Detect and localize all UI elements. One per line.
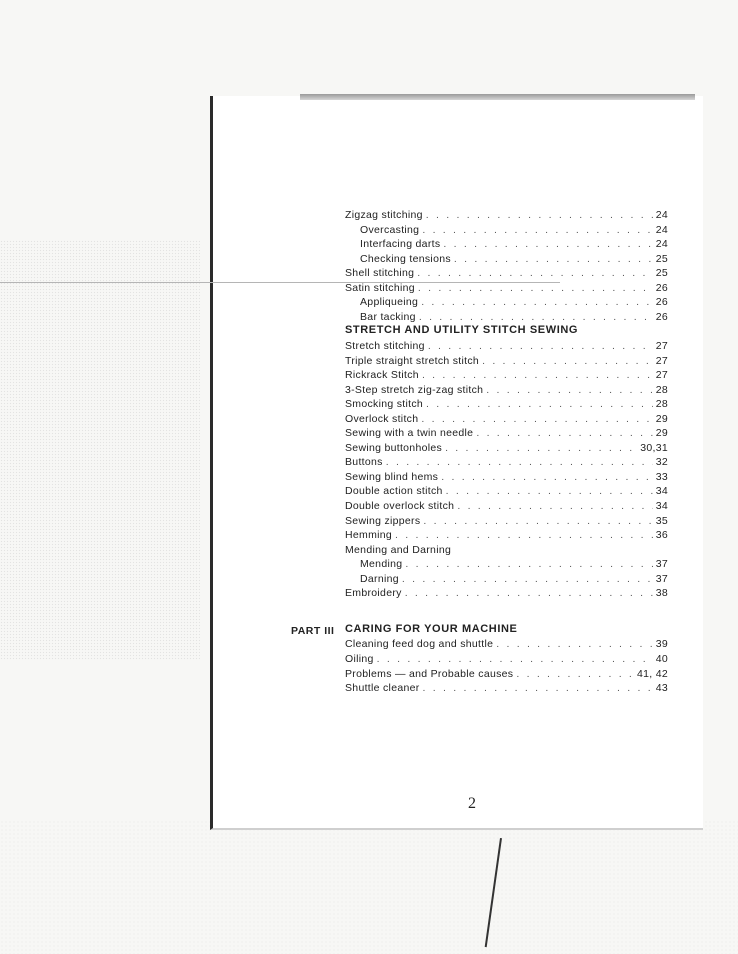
dot-leader	[441, 470, 652, 484]
toc-entry-page: 39	[655, 638, 668, 651]
section-heading: CARING FOR YOUR MACHINE	[345, 622, 518, 635]
toc-entry-label: Shuttle cleaner	[345, 682, 420, 695]
dot-leader	[405, 557, 652, 571]
toc-entry	[345, 637, 668, 651]
toc-entry-page: 24	[655, 209, 668, 221]
dot-leader	[386, 455, 653, 469]
toc-entry-label: Oiling	[345, 652, 374, 665]
dot-leader	[445, 441, 637, 455]
dot-leader	[428, 339, 653, 353]
toc-entry	[345, 667, 668, 681]
toc-entry-page: 40	[655, 652, 668, 665]
dot-leader	[402, 572, 653, 586]
toc-entry-label: Sewing zippers	[345, 514, 421, 527]
dot-leader	[419, 310, 653, 324]
dot-leader	[422, 223, 652, 237]
toc-entry	[360, 295, 668, 309]
toc-entry-page: 36	[655, 529, 668, 542]
toc-entry-page: 29	[655, 412, 668, 425]
toc-entry-label: Interfacing darts	[360, 238, 441, 251]
part-label: PART III	[291, 624, 335, 637]
toc-entry	[360, 572, 668, 586]
toc-entry	[345, 470, 668, 484]
toc-entry-label: Hemming	[345, 529, 393, 542]
toc-entry-label: Sewing buttonholes	[345, 441, 443, 454]
toc-entry-label: Appliqueing	[360, 296, 419, 309]
toc-entry-label: Double action stitch	[345, 485, 443, 498]
toc-entry-label: Shell stitching	[345, 267, 415, 280]
dot-leader	[446, 484, 653, 498]
toc-entry	[345, 528, 668, 542]
toc-entry-label: Problems — and Probable causes	[345, 667, 514, 680]
toc-entry-label: Triple straight stretch stitch	[345, 354, 480, 367]
toc-entry	[345, 339, 668, 353]
toc-entry-page: 27	[655, 354, 668, 367]
toc-entry-page: 34	[655, 485, 668, 498]
toc-entry-page: 43	[655, 682, 668, 695]
toc-entry-page: 26	[655, 310, 668, 323]
toc-entry	[345, 397, 668, 411]
toc-entry-label: Bar tacking	[360, 310, 416, 323]
toc-entry-page: 24	[655, 223, 668, 236]
toc-entry-page: 25	[655, 267, 668, 280]
toc-entry-label: Stretch stitching	[345, 339, 425, 352]
dot-leader	[421, 412, 652, 426]
toc-entry	[345, 681, 668, 695]
dot-leader	[422, 368, 653, 382]
toc-entry	[360, 237, 668, 251]
dot-leader	[516, 667, 634, 681]
toc-entry	[345, 514, 668, 528]
toc-entry-page: 35	[655, 514, 668, 527]
toc-entry-page: 32	[655, 456, 668, 469]
toc-entry-label: Checking tensions	[360, 252, 451, 265]
dot-leader	[417, 266, 652, 280]
dot-leader	[486, 383, 652, 397]
toc-entry-page: 33	[655, 470, 668, 483]
toc-entry-label: Satin stitching	[345, 281, 415, 294]
toc-entry-page: 28	[655, 398, 668, 411]
toc-entry	[360, 310, 668, 324]
toc-entry	[345, 266, 668, 280]
toc-entry	[360, 252, 668, 266]
toc-entry-label: 3-Step stretch zig-zag stitch	[345, 383, 484, 396]
dot-leader	[423, 681, 653, 695]
toc-entry-page: 27	[655, 339, 668, 352]
toc-entry-label: Mending and Darning	[345, 543, 452, 556]
dot-leader	[443, 237, 652, 251]
toc-entry	[345, 441, 668, 455]
toc-entry	[345, 208, 668, 222]
dot-leader	[426, 397, 653, 411]
toc-entry	[345, 412, 668, 426]
toc-entry-page: 37	[655, 558, 668, 571]
toc-entry-label: Cleaning feed dog and shuttle	[345, 638, 494, 651]
toc-entry-page: 25	[655, 252, 668, 265]
toc-entry-label: Smocking stitch	[345, 398, 424, 411]
dot-leader	[476, 426, 652, 440]
toc-entry-page: 28	[655, 383, 668, 396]
page-number: 2	[468, 795, 476, 812]
toc-entry-page: 26	[655, 281, 668, 294]
toc-entry	[345, 383, 668, 397]
toc-entry-label: Sewing with a twin needle	[345, 427, 474, 440]
toc-entry-page: 30,31	[640, 441, 668, 454]
dot-leader	[423, 514, 652, 528]
toc-entry-label: Zigzag stitching	[345, 209, 423, 221]
dot-leader	[405, 586, 653, 600]
toc-entry-page: 34	[655, 500, 668, 512]
toc-entry	[345, 455, 668, 469]
toc-entry	[345, 652, 668, 666]
section-heading: STRETCH AND UTILITY STITCH SEWING	[345, 324, 579, 337]
toc-entry-page: 29	[655, 427, 668, 440]
toc-entry-label: Buttons	[345, 456, 383, 469]
dot-leader	[395, 528, 653, 542]
toc-entry	[360, 223, 668, 237]
toc-entry	[345, 586, 668, 600]
toc-entry-page: 24	[655, 238, 668, 251]
toc-entry	[345, 543, 668, 557]
toc-entry	[345, 426, 668, 440]
toc-entry-label: Overlock stitch	[345, 412, 419, 425]
dot-leader	[377, 652, 653, 666]
toc-entry-label: Mending	[360, 558, 403, 571]
toc-entry	[345, 281, 668, 295]
dot-leader	[496, 637, 652, 651]
toc-entry-page: 38	[655, 587, 668, 600]
toc-entry-label: Rickrack Stitch	[345, 369, 419, 382]
toc-entry	[345, 484, 668, 498]
toc-entry-page: 26	[655, 296, 668, 309]
toc-entry-label: Double overlock stitch	[345, 500, 455, 512]
toc-entry-page: 41, 42	[637, 667, 668, 680]
toc-entry-page: 37	[655, 572, 668, 585]
dot-leader	[454, 252, 653, 266]
toc-entry	[345, 499, 668, 513]
dot-leader	[457, 499, 652, 513]
toc-entry	[345, 368, 668, 382]
toc-entry-label: Sewing blind hems	[345, 470, 439, 483]
dot-leader	[421, 295, 653, 309]
dot-leader	[418, 281, 653, 295]
dot-leader	[426, 208, 653, 222]
toc-entry	[360, 557, 668, 571]
toc-entry-label: Embroidery	[345, 587, 402, 600]
toc-entry-page: 27	[655, 369, 668, 382]
toc-entry-label: Overcasting	[360, 223, 420, 236]
toc-entry	[345, 354, 668, 368]
toc-entry-label: Darning	[360, 572, 399, 585]
dot-leader	[482, 354, 653, 368]
